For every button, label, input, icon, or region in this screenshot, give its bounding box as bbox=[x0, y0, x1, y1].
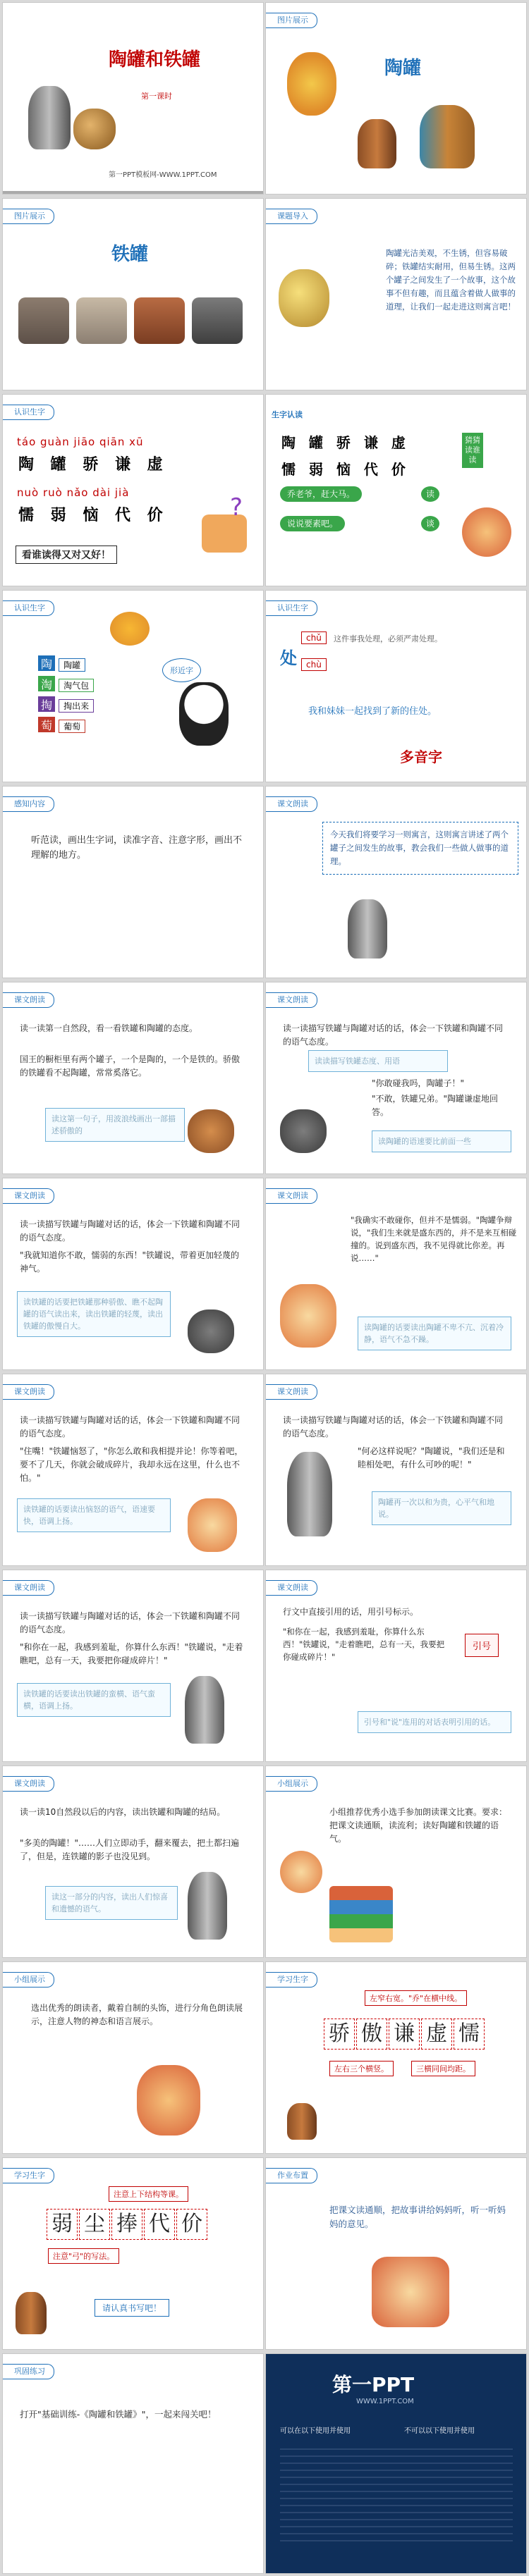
tag-talk: 谈 bbox=[421, 516, 439, 531]
slide-similar-chars[interactable] bbox=[3, 591, 263, 782]
slide-label: 作业布置 bbox=[266, 2168, 317, 2183]
char-cell: 陶 bbox=[38, 655, 55, 671]
slide-label: 课文朗读 bbox=[3, 1384, 54, 1400]
slide-label: 课文朗读 bbox=[266, 1384, 317, 1400]
slide-label: 课文朗读 bbox=[266, 1188, 317, 1204]
quote: "住嘴！"铁罐恼怒了，"你怎么敢和我相提并论！你等着吧，要不了几天，你就会破成碎片，我却永远在这里，什么也不怕。" bbox=[20, 1446, 243, 1483]
char-cell: 萄 bbox=[38, 717, 55, 732]
slide-label: 生字认读 bbox=[272, 410, 303, 419]
quote: "多美的陶罐！"……人们立即动手，翻来覆去，把土都扫遍了，但是，连铁罐的影子也没见到。 bbox=[20, 1838, 240, 1861]
iron-pot-1 bbox=[18, 297, 69, 344]
honey-pot-image bbox=[110, 612, 150, 646]
slide-label: 认识生字 bbox=[3, 600, 54, 616]
slide-reading-3[interactable] bbox=[3, 1178, 263, 1369]
pot-image bbox=[358, 119, 396, 168]
char-list bbox=[38, 655, 94, 733]
col-1-title: 可以在以下使用并使用 bbox=[280, 2427, 351, 2435]
iron-pot-image bbox=[280, 1109, 327, 1153]
slide-learn-chars-1[interactable] bbox=[266, 1962, 526, 2153]
perceive-text: 听范读，画出生字词，读准字音、注意字形，画出不理解的地方。 bbox=[31, 835, 243, 861]
slide-title: 陶罐 bbox=[384, 58, 422, 79]
char-cell: 尘 bbox=[79, 2209, 110, 2240]
cover-title: 陶罐和铁罐 bbox=[109, 49, 201, 70]
chars-row-1: 陶 罐 骄 谦 虚 bbox=[281, 434, 410, 451]
slide-label: 小组展示 bbox=[266, 1776, 317, 1792]
polyphone-tag: 多音字 bbox=[400, 748, 442, 765]
jar-image bbox=[287, 1452, 332, 1536]
info-lines bbox=[280, 2443, 513, 2541]
group-text: 选出优秀的朗读者，戴着自制的头饰，进行分角色朗读展示，注意人物的神态和语言展示。 bbox=[31, 2003, 243, 2026]
tip-1: 左窄右宽。"乔"在横中线。 bbox=[365, 1990, 467, 2006]
pot-image bbox=[287, 2103, 317, 2140]
slide-label: 图片展示 bbox=[3, 209, 54, 224]
iron-pot-3 bbox=[134, 297, 185, 344]
word-cell: 陶罐 bbox=[59, 658, 85, 672]
slide-practice[interactable] bbox=[3, 2354, 263, 2573]
chars-row-2: 懦 弱 恼 代 价 bbox=[18, 506, 169, 524]
col-2-title: 不可以以下使用并使用 bbox=[404, 2427, 475, 2435]
slide-label: 学习生字 bbox=[266, 1972, 317, 1988]
tip-box: 看谁读得又对又好！ bbox=[16, 546, 117, 564]
reading-instruction: 读一读描写铁罐与陶罐对话的话，体会一下铁罐和陶罐不同的语气态度。 bbox=[20, 1415, 241, 1438]
reading-instruction: 读一读描写铁罐与陶罐对话的话，体会一下铁罐和陶罐不同的语气态度。 bbox=[283, 1415, 504, 1438]
pot-image bbox=[16, 2292, 47, 2334]
rule-text: 行文中直接引用的话，用引号标示。 bbox=[283, 1607, 419, 1617]
potter-image bbox=[287, 52, 336, 116]
pinyin-row-2: nuò ruò nǎo dài jià bbox=[17, 486, 130, 499]
reading-kid-image bbox=[462, 507, 511, 557]
reading-kids-image bbox=[137, 2065, 200, 2136]
reading-instruction: 读一读10自然段以后的内容，读出铁罐和陶罐的结局。 bbox=[20, 1807, 226, 1817]
slide-label: 感知内容 bbox=[3, 796, 54, 812]
pinyin-row-1: táo guàn jiāo qiān xū bbox=[17, 436, 144, 448]
char-cell: 代 bbox=[144, 2209, 175, 2240]
slide-label: 图片展示 bbox=[266, 13, 317, 28]
tip-3: 请认真书写吧！ bbox=[95, 2299, 169, 2317]
quote: "我确实不敢碰你，但并不是懦弱。"陶罐争辩说，"我们生来就是盛东西的，并不是来互相碰撞的。说到盛东西，我不见得就比你差。再说……" bbox=[351, 1215, 517, 1263]
slide-reading-1[interactable] bbox=[3, 982, 263, 1173]
bubble: 形近字 bbox=[162, 658, 201, 682]
slide-chars-1[interactable] bbox=[3, 395, 263, 586]
char-cell: 价 bbox=[176, 2209, 207, 2240]
slide-label: 课文朗读 bbox=[266, 1580, 317, 1596]
girl-image bbox=[280, 1284, 336, 1348]
reading-instruction: 读一读描写铁罐与陶罐对话的话，体会一下铁罐和陶罐不同的语气态度。 bbox=[20, 1611, 241, 1634]
slide-perceive[interactable] bbox=[3, 787, 263, 978]
slide-label: 课文朗读 bbox=[3, 1580, 54, 1596]
intro-text: 陶罐光洁美观，不生锈，但容易破碎；铁罐结实耐用，但易生锈。这两个罐子之间发生了一个故事，这个故事不但有趣，而且蕴含着做人做事的道理，让我们一起走进这则寓言吧！ bbox=[386, 248, 516, 312]
slide-polyphone[interactable] bbox=[266, 591, 526, 782]
slide-label: 课文朗读 bbox=[3, 1188, 54, 1204]
slide-reading-7[interactable] bbox=[3, 1570, 263, 1761]
quote: "何必这样说呢？"陶罐说，"我们还是和睦相处吧，有什么可吵的呢！" bbox=[358, 1446, 505, 1469]
slide-reading-4[interactable] bbox=[266, 1178, 526, 1369]
slide-group-show-2[interactable] bbox=[3, 1962, 263, 2153]
char-cell: 傲 bbox=[356, 2019, 387, 2050]
slide-brand-end[interactable] bbox=[266, 2354, 526, 2573]
homework-text: 把课文读通顺，把故事讲给妈妈听，听一听妈妈的意见。 bbox=[329, 2205, 506, 2229]
slide-reading-intro[interactable] bbox=[266, 787, 526, 978]
footer-strip bbox=[3, 191, 263, 194]
char-grid bbox=[324, 2019, 486, 2050]
tag-read: 读 bbox=[421, 486, 439, 502]
slide-chars-2[interactable] bbox=[266, 395, 526, 586]
reading-hint: 读陶罐的话要读出陶罐不卑不亢、沉着冷静，语气不急不躁。 bbox=[358, 1317, 511, 1350]
reading-hint: 读这第一句子，用波浪线画出一部描述骄傲的 bbox=[45, 1108, 185, 1142]
slide-reading-8[interactable] bbox=[3, 1766, 263, 1957]
jar-image bbox=[188, 1872, 227, 1940]
word-cell: 掏出来 bbox=[59, 699, 94, 713]
rhyme-pill-1: 乔老爷，赶大马。 bbox=[280, 486, 362, 502]
tip-2: 左右三个横竖。 bbox=[329, 2061, 394, 2076]
chars-row-2: 懦 弱 恼 代 价 bbox=[281, 461, 410, 478]
slide-label: 认识生字 bbox=[266, 600, 317, 616]
slide-title: 铁罐 bbox=[111, 244, 149, 265]
char-cell: 谦 bbox=[389, 2019, 420, 2050]
slide-label: 小组展示 bbox=[3, 1972, 54, 1988]
slide-quotation-marks[interactable] bbox=[266, 1570, 526, 1761]
word-cell: 淘气包 bbox=[59, 679, 94, 692]
brand-name: 第一PPT bbox=[332, 2373, 415, 2396]
cover-subtitle: 第一课时 bbox=[141, 92, 172, 101]
word-cell: 葡萄 bbox=[59, 720, 85, 733]
char-cell: 淘 bbox=[38, 676, 55, 691]
books-image bbox=[329, 1886, 393, 1942]
reading-hint: 陶罐再一次以和为贵，心平气和地说。 bbox=[372, 1491, 511, 1525]
char-cell: 懦 bbox=[454, 2019, 485, 2050]
practice-text: 打开"基础训练-《陶罐和铁罐》"，一起来闯关吧！ bbox=[20, 2409, 217, 2420]
quote-1: "你敢碰我吗，陶罐子！" bbox=[372, 1078, 465, 1088]
tip-3: 三横同间均距。 bbox=[411, 2061, 475, 2076]
slide-label: 课文朗读 bbox=[3, 992, 54, 1008]
jar-image bbox=[185, 1676, 224, 1744]
jar-image bbox=[420, 105, 475, 168]
reading-passage: 国王的橱柜里有两个罐子，一个是陶的，一个是铁的。骄傲的铁罐看不起陶罐，常常奚落它。 bbox=[20, 1054, 241, 1078]
cover-footer: 第一PPT模板网-WWW.1PPT.COM bbox=[109, 171, 217, 179]
iron-pot-image bbox=[188, 1309, 234, 1353]
example-2: 我和妹妹一起找到了新的住处。 bbox=[308, 706, 437, 717]
chars-row-1: 陶 罐 骄 谦 虚 bbox=[18, 455, 169, 474]
slide-reading-5[interactable] bbox=[3, 1374, 263, 1565]
quote: "和你在一起，我感到羞耻，你算什么东西！"铁罐说，"走着瞧吧，总有一天，我要把你碰成碎片！" bbox=[283, 1627, 445, 1662]
reading-instruction: 读一读描写铁罐与陶罐对话的话，体会一下铁罐和陶罐不同的语气态度。 bbox=[20, 1219, 241, 1243]
slide-label: 课题导入 bbox=[266, 209, 317, 224]
slide-pic-taoguan[interactable] bbox=[266, 3, 526, 194]
pot-image bbox=[73, 109, 116, 149]
quote: "和你在一起，我感到羞耻，你算什么东西！"铁罐说，"走着瞧吧，总有一天，我要把你碰成碎片！" bbox=[20, 1642, 243, 1665]
question-icon: ? bbox=[230, 493, 243, 522]
side-note: 猜猜读谁读 bbox=[462, 433, 483, 468]
reading-box: 今天我们将要学习一则寓言，这则寓言讲述了两个罐子之间发生的故事，教会我们一些做人做事的道理。 bbox=[322, 822, 518, 875]
reading-hint: 读这一部分的内容，读出人们惊喜和遗憾的语气。 bbox=[45, 1886, 178, 1920]
reading-instruction: 读一读第一自然段，看一看铁罐和陶罐的态度。 bbox=[20, 1023, 198, 1033]
reading-hint: 读铁罐的话要读出铁罐的蛮横、语气蛮横，语调上扬。 bbox=[17, 1683, 171, 1717]
slide-label: 巩固练习 bbox=[3, 2364, 54, 2379]
slide-intro[interactable] bbox=[266, 199, 526, 390]
slide-reading-2[interactable] bbox=[266, 982, 526, 1173]
reading-instruction: 读一读描写铁罐与陶罐对话的话，体会一下铁罐和陶罐不同的语气态度。 bbox=[283, 1023, 504, 1047]
char-main: 处 bbox=[280, 648, 297, 668]
reading-hint: 读铁罐的话要把铁罐那种骄傲、瞧不起陶罐的语气读出来，读出铁罐的轻蔑，读出铁罐的傲慢自大。 bbox=[17, 1291, 171, 1337]
pinyin-2: chù bbox=[301, 658, 327, 671]
char-cell: 捧 bbox=[111, 2209, 142, 2240]
tip-2: 注意"弓"的写法。 bbox=[48, 2248, 119, 2264]
slide-learn-chars-2[interactable] bbox=[3, 2158, 263, 2349]
slide-label: 认识生字 bbox=[3, 405, 54, 420]
pinyin-1: chǔ bbox=[301, 631, 327, 644]
slide-label: 课文朗读 bbox=[266, 796, 317, 812]
group-text: 小组推荐优秀小选手参加朗读课文比赛。要求：把课文读通顺，读流利；读好陶罐和铁罐的语气。 bbox=[329, 1807, 508, 1844]
char-cell: 掏 bbox=[38, 696, 55, 712]
jar-image bbox=[348, 899, 387, 959]
char-cell: 骄 bbox=[324, 2019, 355, 2050]
reading-hint: 读读描写铁罐态度、用语 bbox=[308, 1050, 448, 1072]
char-grid bbox=[47, 2209, 209, 2240]
family-image bbox=[372, 2257, 449, 2327]
slide-homework[interactable] bbox=[266, 2158, 526, 2349]
slide-group-show-1[interactable] bbox=[266, 1766, 526, 1957]
pot-image bbox=[188, 1109, 234, 1153]
brand-url: WWW.1PPT.COM bbox=[356, 2398, 414, 2405]
iron-pot-2 bbox=[76, 297, 127, 344]
tip-1: 注意上下结构等课。 bbox=[109, 2186, 188, 2202]
rhyme-pill-2: 说说要素吧。 bbox=[280, 516, 345, 531]
slide-label: 学习生字 bbox=[3, 2168, 54, 2183]
slide-reading-6[interactable] bbox=[266, 1374, 526, 1565]
reading-hint: 引号和"说"连用的对话表明引用的话。 bbox=[358, 1711, 511, 1733]
char-cell: 弱 bbox=[47, 2209, 78, 2240]
reading-hint: 读铁罐的话要读出恼怒的语气，语速要快，语调上扬。 bbox=[17, 1498, 171, 1532]
quote: "我就知道你不敢，懦弱的东西！"铁罐说，带着更加轻蔑的神气。 bbox=[20, 1250, 240, 1274]
panda-image bbox=[179, 682, 229, 746]
cartoon-pot bbox=[279, 269, 329, 327]
girl-image bbox=[188, 1498, 237, 1552]
quote-mark-tag: 引号 bbox=[465, 1634, 499, 1657]
slide-cover[interactable] bbox=[3, 3, 263, 194]
slide-pic-tieguan[interactable] bbox=[3, 199, 263, 390]
slide-label: 课文朗读 bbox=[266, 992, 317, 1008]
example-1: 这件事我处理，必须严肃处理。 bbox=[334, 634, 442, 643]
slide-label: 课文朗读 bbox=[3, 1776, 54, 1792]
vase-image bbox=[28, 86, 71, 149]
iron-pot-4 bbox=[192, 297, 243, 344]
char-cell: 虚 bbox=[421, 2019, 452, 2050]
kid-image bbox=[280, 1851, 322, 1893]
reading-hint-2: 读陶罐的语速要比前面一些 bbox=[372, 1130, 511, 1152]
quote-2: "不敢，铁罐兄弟。"陶罐谦虚地回答。 bbox=[372, 1094, 499, 1117]
